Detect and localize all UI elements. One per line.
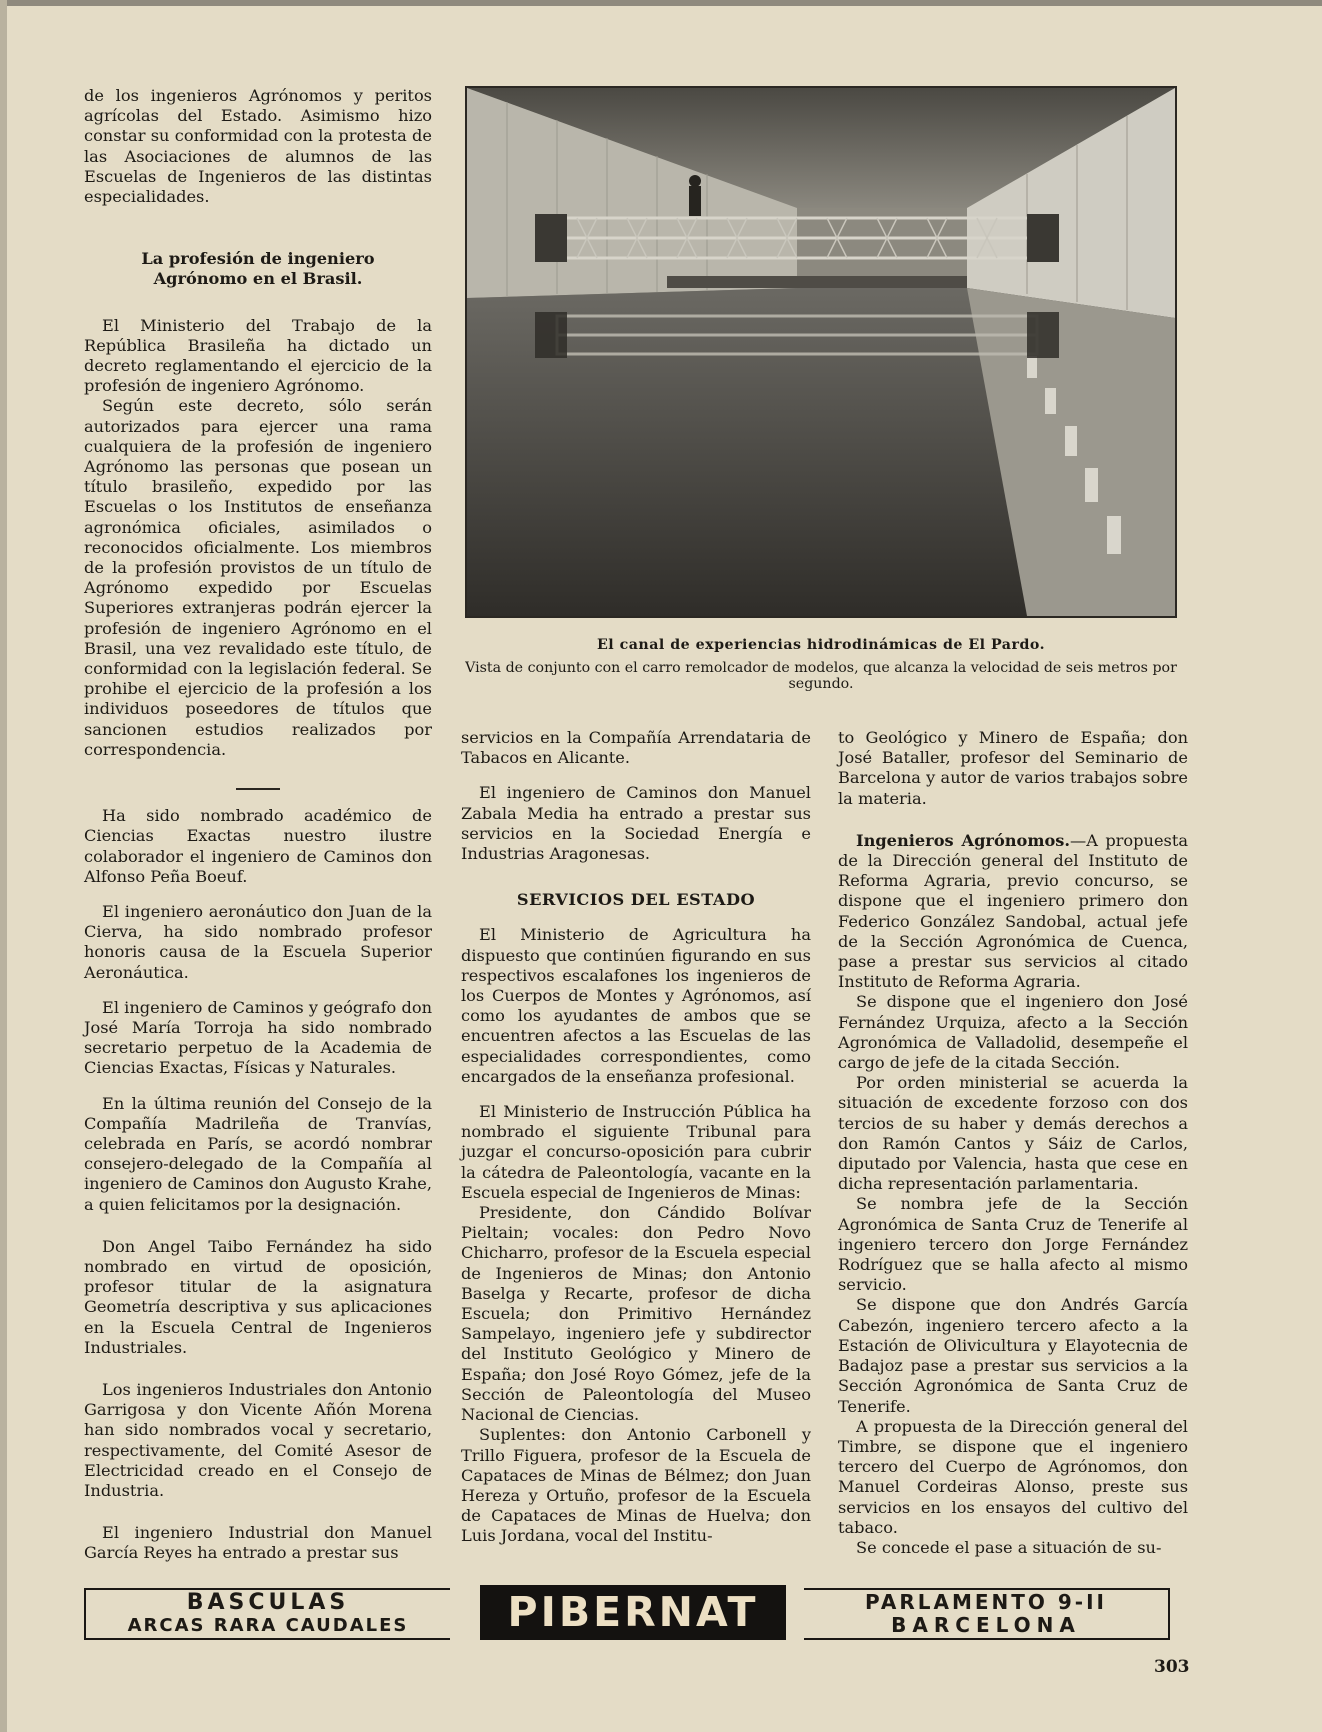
paragraph-agricultura: El Ministerio de Agricultura ha dispuesto que continúen figurando en sus respectivos escalafones los ingenieros de los Cuerpos de Montes y Agrónomos, así como los ayudantes de ambos que se encuentren afectos a las Escuelas de las especialidades correspondientes, como encargados de la enseñanza profesional.	[461, 925, 811, 1086]
ad-basculas: BASCULAS	[186, 1590, 350, 1615]
paragraph-tabacos: servicios en la Compañía Arrendataria de Tabacos en Alicante.	[461, 728, 811, 768]
middle-column	[461, 728, 811, 1547]
paragraph-garcia-reyes: El ingeniero Industrial don Manuel García Reyes ha entrado a prestar sus	[84, 1523, 432, 1563]
paragraph-brasil-1: El Ministerio del Trabajo de la República Brasileña ha dictado un decreto reglamentando el ejercicio de la profesión de ingeniero Agrónomo.	[84, 315, 432, 396]
paragraph-cantos: Por orden ministerial se acuerda la situación de excedente forzoso con dos tercios de su haber y demás derechos a don Ramón Cantos y Sáiz de Carlos, diputado por Valencia, hasta que cese en dicha representación parlamentaria.	[838, 1073, 1188, 1194]
paragraph-urquiza: Se dispone que el ingeniero don José Fernández Urquiza, afecto a la Sección Agronómica de Valladolid, desempeñe el cargo de jefe de la citada Sección.	[838, 992, 1188, 1073]
paragraph-tenerife: Se nombra jefe de la Sección Agronómica de Santa Cruz de Tenerife al ingeniero tercero don Jorge Fernández Rodríguez que se halla afecto al mismo servicio.	[838, 1194, 1188, 1295]
text-agronomos: —A propuesta de la Dirección general del Instituto de Reforma Agraria, previo concurso, se dispone que el ingeniero primero don Federico González Sandobal, actual jefe de la Sección Agronómica de Cuenca, pase a prestar sus servicios al citado Instituto de Reforma Agraria.	[838, 830, 1188, 992]
paragraph-suplentes: Suplentes: don Antonio Carbonell y Trillo Figuera, profesor de la Escuela de Capataces de Minas de Bélmez; don Juan Hereza y Ortuño, profesor de la Escuela de Capataces de Minas de Huelva; don Luis Jordana, vocal del Institu-	[461, 1425, 811, 1546]
paragraph-garrigosa: Los ingenieros Industriales don Antonio Garrigosa y don Vicente Añón Morena han sido nombrados vocal y secretario, respectivamente, del Comité Asesor de Electricidad creado en el Consejo de Industria.	[84, 1379, 432, 1500]
advertisement-banner	[84, 1585, 1168, 1640]
photo-caption	[456, 637, 1186, 692]
left-column	[84, 86, 432, 1564]
paragraph-krahe: En la última reunión del Consejo de la Compañía Madrileña de Tranvías, celebrada en París, se acordó nombrar consejero-delegado de la Compañía al ingeniero de Caminos don Augusto Krahe, a quien felicitamos por la designación.	[84, 1093, 432, 1214]
page-number: 303	[1154, 1657, 1190, 1677]
section-heading-servicios: SERVICIOS DEL ESTADO	[516, 890, 756, 910]
paragraph-brasil-2: Según este decreto, sólo serán autorizados para ejercer una rama cualquiera de la profesión de ingeniero Agrónomo las personas que posean un título brasileño, expedido por las Escuelas o los Institutos de enseñanza agronómica oficiales, asimilados o reconocidos oficialmente. Los miembros de la profesión provistos de un título de Agrónomo expedido por Escuelas Superiores extranjeras podrán ejercer la profesión de ingeniero Agrónomo en el Brasil, una vez revalidado este título, de conformidad con la legislación federal. Se prohibe el ejercicio de la profesión a los individuos poseedores de títulos que sancionen estudios realizados por correspondencia.	[84, 396, 432, 759]
top-edge	[0, 0, 1322, 6]
paragraph-taibo: Don Angel Taibo Fernández ha sido nombrado en virtud de oposición, profesor titular de la asignatura Geometría descriptiva y sus aplicaciones en la Escuela Central de Ingenieros Industriales.	[84, 1236, 432, 1357]
ad-address: PARLAMENTO 9-II	[865, 1590, 1107, 1614]
ad-brand: PIBERNAT	[480, 1585, 786, 1640]
canal-photo-illustration	[467, 88, 1175, 616]
ad-left-box	[84, 1588, 450, 1640]
paragraph-cabezon: Se dispone que don Andrés García Cabezón, ingeniero tercero afecto a la Estación de Olivicultura y Elayotecnia de Badajoz pase a prestar sus servicios a la Sección Agronómica de Santa Cruz de Tenerife.	[838, 1295, 1188, 1416]
section-divider	[236, 788, 280, 790]
paragraph-intro: de los ingenieros Agrónomos y peritos agrícolas del Estado. Asimismo hizo constar su conformidad con la protesta de las Asociaciones de alumnos de las Escuelas de Ingenieros de las distintas especialidades.	[84, 86, 432, 207]
ad-city: BARCELONA	[891, 1613, 1081, 1637]
paragraph-bataller: to Geológico y Minero de España; don José Bataller, profesor del Seminario de Barcelona y autor de varios trabajos sobre la materia.	[838, 728, 1188, 808]
lead-agronomos: Ingenieros Agrónomos.	[856, 830, 1070, 850]
paragraph-instruccion: El Ministerio de Instrucción Pública ha nombrado el siguiente Tribunal para juzgar el concurso-oposición para cubrir la cátedra de Paleontología, vacante en la Escuela especial de Ingenieros de Minas:	[461, 1102, 811, 1202]
paragraph-cierva: El ingeniero aeronáutico don Juan de la Cierva, ha sido nombrado profesor honoris causa de la Escuela Superior Aeronáutica.	[84, 901, 432, 982]
paragraph-agronomos	[838, 831, 1188, 993]
paragraph-pase: Se concede el pase a situación de su-	[856, 1537, 1162, 1557]
right-column	[838, 728, 1188, 1558]
paragraph-zabala: El ingeniero de Caminos don Manuel Zabala Media ha entrado a prestar sus servicios en la Sociedad Energía e Industrias Aragonesas.	[461, 783, 811, 864]
caption-text: Vista de conjunto con el carro remolcador de modelos, que alcanza la velocidad de seis metros por segundo.	[465, 660, 1177, 692]
paragraph-timbre: A propuesta de la Dirección general del Timbre, se dispone que el ingeniero tercero del Cuerpo de Agrónomos, don Manuel Cordeiras Alonso, preste sus servicios en los ensayos del cultivo del tabaco.	[838, 1416, 1188, 1537]
section-heading-brasil: La profesión de ingeniero Agrónomo en el Brasil.	[141, 249, 375, 289]
canal-photo	[465, 86, 1177, 618]
paragraph-presidente: Presidente, don Cándido Bolívar Pieltain; vocales: don Pedro Novo Chicharro, profesor de la Escuela especial de Ingenieros de Minas; don Antonio Baselga y Recarte, profesor de dicha Escuela; don Primitivo Hernández Sampelayo, ingeniero jefe y subdirector del Instituto Geológico y Minero de España; don José Royo Gómez, jefe de la Sección de Paleontología del Museo Nacional de Ciencias.	[461, 1203, 811, 1425]
paragraph-torroja: El ingeniero de Caminos y geógrafo don José María Torroja ha sido nombrado secretario perpetuo de la Academia de Ciencias Exactas, Físicas y Naturales.	[84, 997, 432, 1078]
ad-right-box	[804, 1588, 1170, 1640]
left-edge	[0, 0, 7, 1732]
ad-arcas: ARCAS RARA CAUDALES	[127, 1615, 409, 1636]
caption-title: El canal de experiencias hidrodinámicas de El Pardo.	[596, 637, 1046, 653]
paragraph-pena: Ha sido nombrado académico de Ciencias Exactas nuestro ilustre colaborador el ingeniero de Caminos don Alfonso Peña Boeuf.	[84, 806, 432, 886]
